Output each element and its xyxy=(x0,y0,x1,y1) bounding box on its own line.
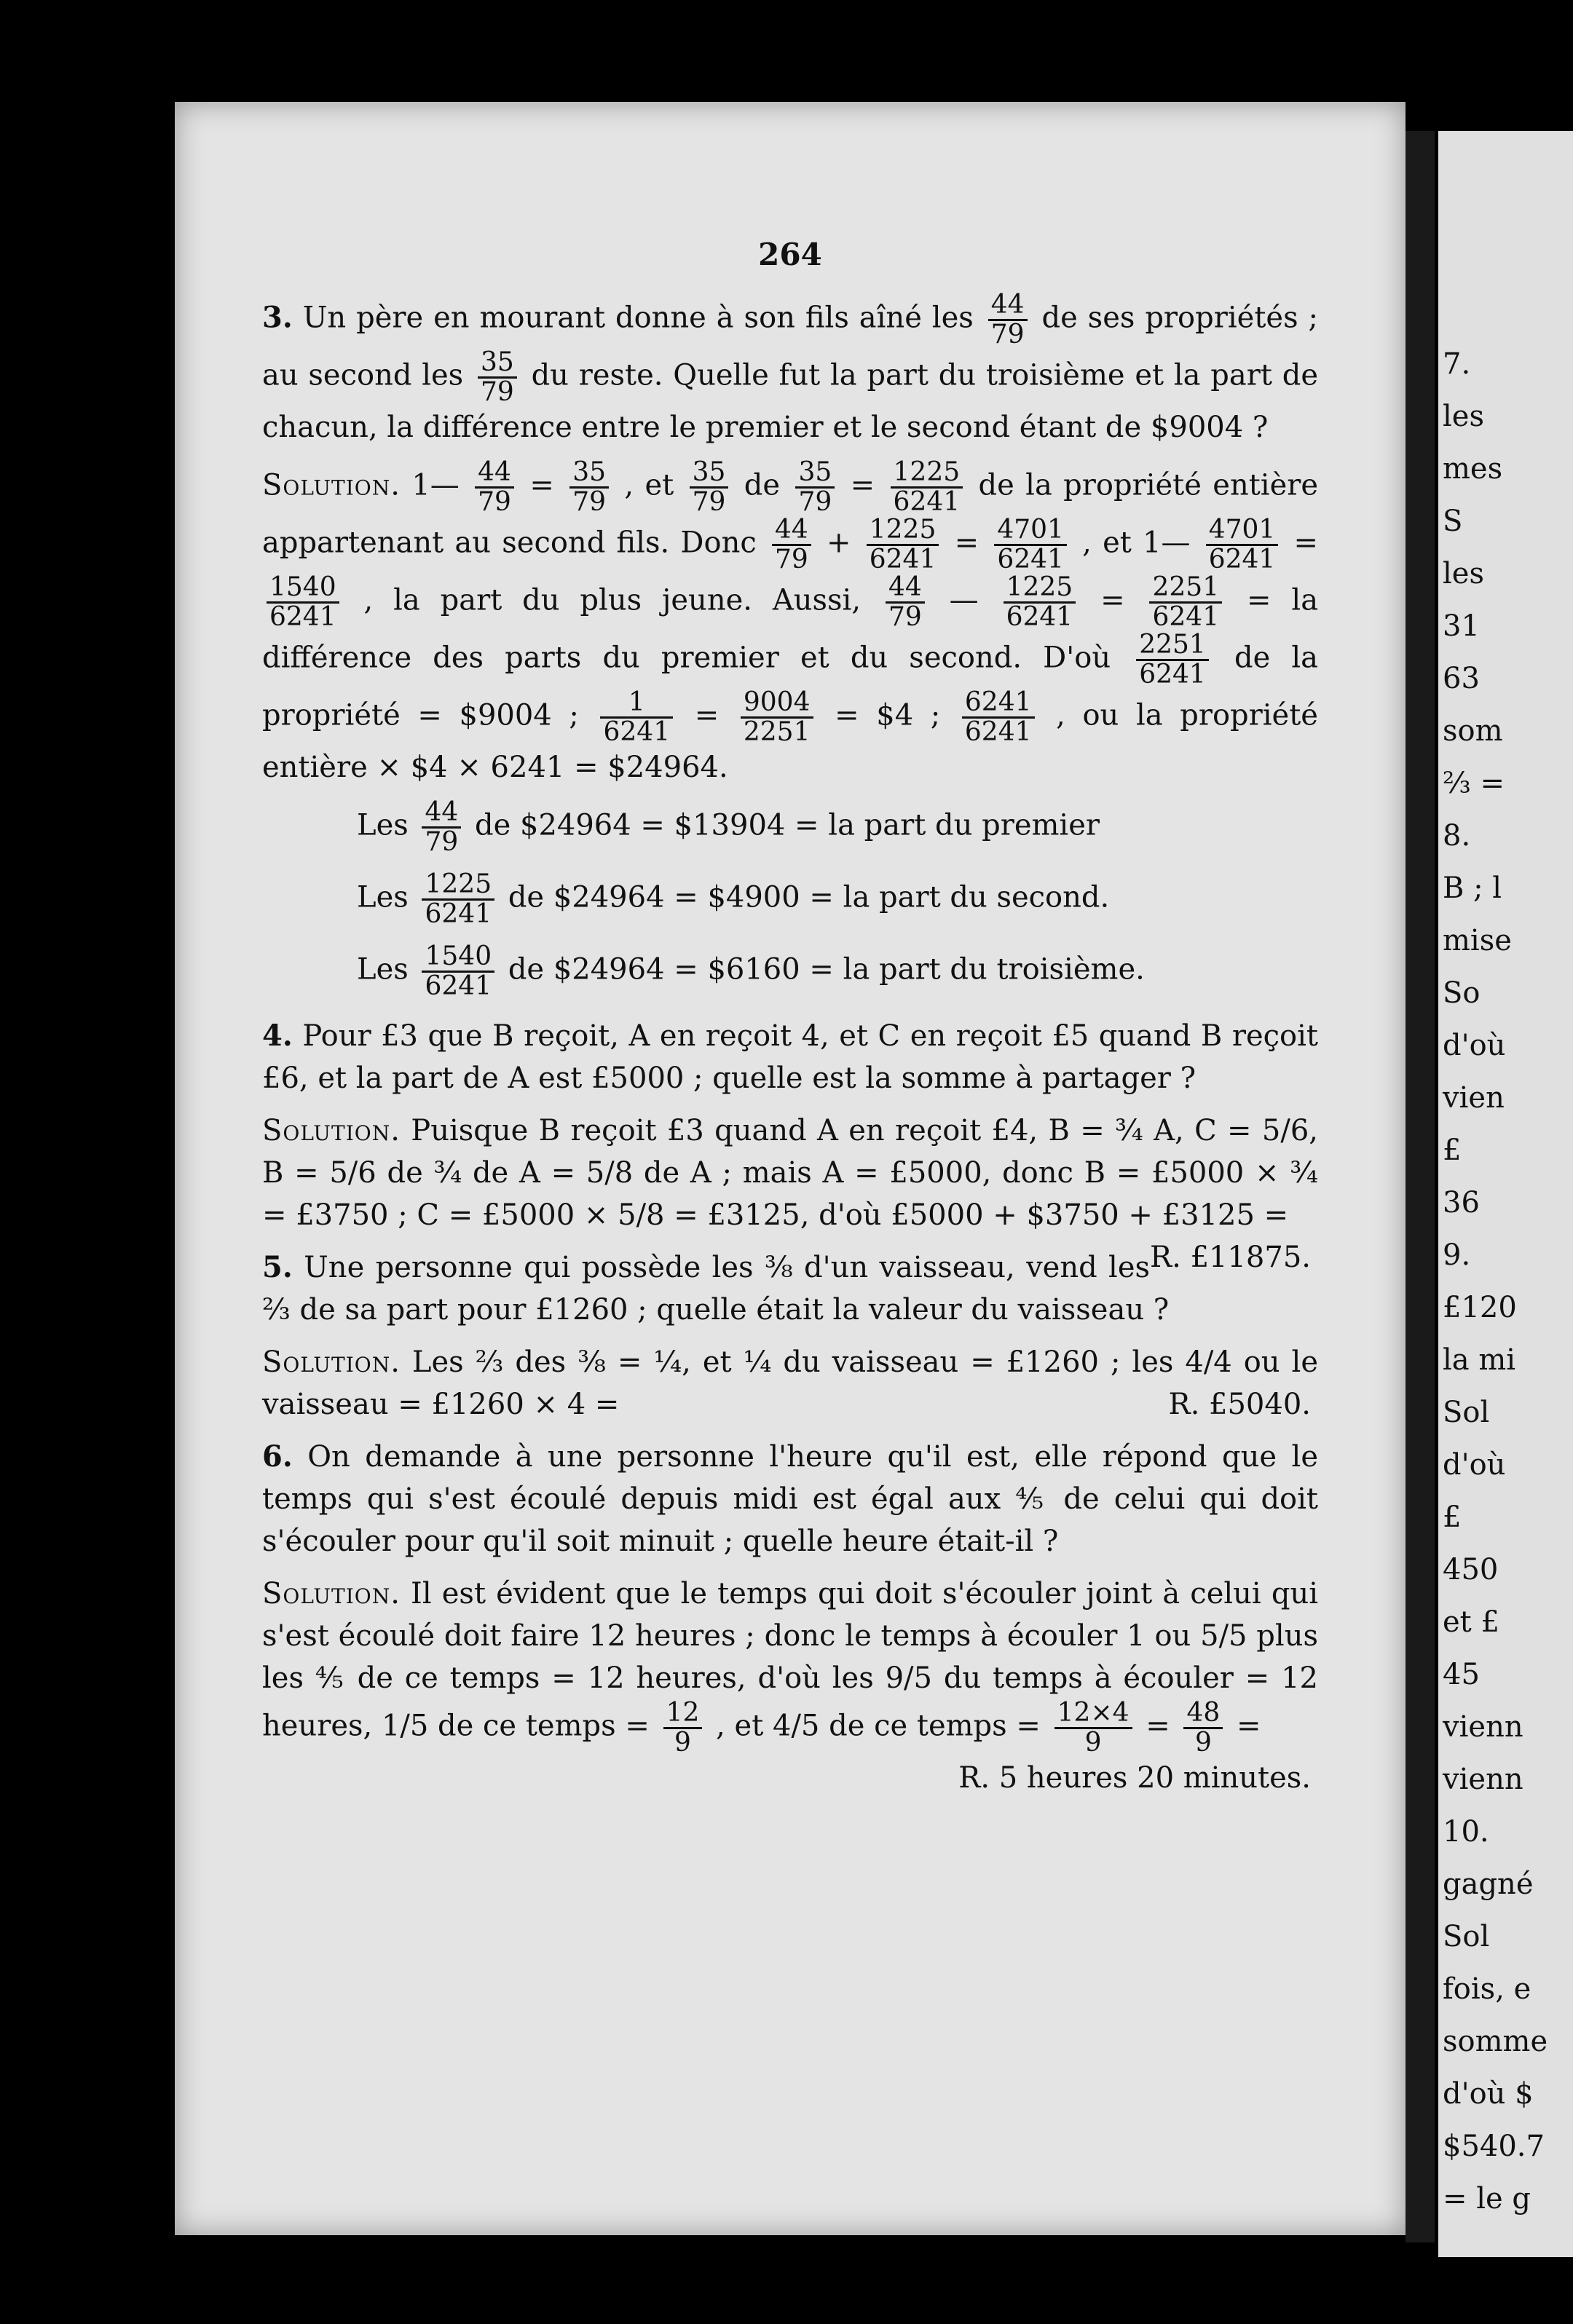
facing-page-text: Sol xyxy=(1443,1396,1490,1429)
facing-page-text: 7. xyxy=(1443,347,1471,381)
problem-number: 3. xyxy=(262,300,293,335)
facing-page-text: £ xyxy=(1443,1134,1462,1167)
answer: R. £11875. xyxy=(1150,1241,1311,1274)
facing-page-text: gagné xyxy=(1443,1868,1534,1901)
facing-page-text: les xyxy=(1443,557,1484,590)
facing-page-text: ⅔ = xyxy=(1443,767,1505,800)
page-text xyxy=(262,291,1318,1799)
facing-page-text: So xyxy=(1443,976,1481,1010)
facing-page-text: vien xyxy=(1443,1081,1505,1115)
facing-page-text: 45 xyxy=(1443,1658,1480,1691)
equation-line: Les $\frac{1540}{6241}$ de $24964 = $6160 = la part du troisième. xyxy=(357,941,1145,1001)
facing-page-text: et £ xyxy=(1443,1605,1499,1639)
equation-line: Les $\frac{1225}{6241}$ de $24964 = $4900 = la part du second. xyxy=(357,869,1110,929)
facing-page-text: 8. xyxy=(1443,819,1471,853)
book-gutter xyxy=(1406,131,1435,2242)
facing-page-text: vienn xyxy=(1443,1763,1523,1796)
facing-page-text: Sol xyxy=(1443,1920,1490,1953)
facing-page-text: B ; l xyxy=(1443,872,1502,905)
solution-label: Solution. xyxy=(262,1345,401,1379)
equation-line: Les $\frac{44}{79}$ de $24964 = $13904 = la part du premier xyxy=(357,797,1100,857)
solution-label: Solution. xyxy=(262,468,401,502)
book-page xyxy=(175,102,1406,2235)
facing-page-text: £120 xyxy=(1443,1291,1517,1324)
page-number: 264 xyxy=(758,237,822,272)
answer: R. 5 heures 20 minutes. xyxy=(958,1761,1311,1795)
facing-page-text: 10. xyxy=(1443,1815,1489,1849)
solution-label: Solution. xyxy=(262,1577,401,1610)
facing-page-text: vienn xyxy=(1443,1710,1523,1744)
facing-page-text: 31 xyxy=(1443,609,1480,643)
solution-3: Solution. 1— $\frac{44}{79}$ = $\frac{35}{79}$ , et $\frac{35}{79}$ de $\frac{35}{79}$ = $\frac{1225}{6241}$ de la propriété entière appartenant au second fils. Donc $\frac{44}{79}$ + $\frac{1225}{6241}$ = $\frac{4701}{6241}$ , et 1— $\frac{4701}{6241}$ = $\frac{1540}{6241}$ , la part du plus jeune. Aussi, $\frac{44}{79}$ — $\frac{1225}{6241}$ = $\frac{2251}{6241}$ = la différence des parts du premier et du second. D'où $\frac{2251}{6241}$ de la propriété = $9004 ; $\frac{1}{6241}$ = $\frac{9004}{2251}$ = $4 ; $\frac{6241}{6241}$ , ou la propriété entière × $4 × 6241 = $24964. xyxy=(262,457,1319,784)
fraction: $\frac{35}{79}$ xyxy=(478,349,517,406)
facing-page-text: = le g xyxy=(1443,2182,1531,2216)
facing-page-text: la mi xyxy=(1443,1343,1516,1377)
facing-page-text: d'où xyxy=(1443,1029,1506,1062)
facing-page-text: d'où $ xyxy=(1443,2077,1534,2111)
problem-6: 6. On demande à une personne l'heure qu'il est, elle répond que le temps qui s'est écoulé depuis midi est égal aux ⅘ de celui qui doit s'écouler pour qu'il soit minuit ; quelle heure était-il ? xyxy=(262,1439,1318,1558)
facing-page-text: d'où xyxy=(1443,1448,1506,1482)
solution-4: Solution. Puisque B reçoit £3 quand A en reçoit £4, B = ¾ A, C = 5/6, B = 5/6 de ¾ de A = 5/8 de A ; mais A = £5000, donc B = £5000 × ¾ = £3750 ; C = £5000 × 5/8 = £3125, d'où £5000 + $3750 + £3125 = R. £11875. xyxy=(262,1110,1318,1236)
facing-page-text: 36 xyxy=(1443,1186,1480,1220)
facing-page-text: £ xyxy=(1443,1501,1462,1534)
problem-3: 3. Un père en mourant donne à son fils aîné les $\frac{44}{79}$ de ses propriétés ; au second les $\frac{35}{79}$ du reste. Quelle fut la part du troisième et la part de chacun, la différence entre le premier et le second étant de $9004 ? xyxy=(262,290,1319,444)
solution-5: Solution. Les ⅔ des ⅜ = ¼, et ¼ du vaisseau = £1260 ; les 4/4 ou le vaisseau = £1260 × 4 = R. £5040. xyxy=(262,1341,1318,1426)
facing-page-text: S xyxy=(1443,505,1463,538)
facing-page-text: mes xyxy=(1443,452,1503,486)
problem-5: 5. Une personne qui possède les ⅜ d'un vaisseau, vend les ⅔ de sa part pour £1260 ; quelle était la valeur du vaisseau ? xyxy=(262,1250,1170,1327)
facing-page-text: fois, e xyxy=(1443,1972,1531,2006)
facing-page-text: somme xyxy=(1443,2025,1548,2058)
facing-page-text: 63 xyxy=(1443,662,1480,695)
solution-6: Solution. Il est évident que le temps qui doit s'écouler joint à celui qui s'est écoulé doit faire 12 heures ; donc le temps à écouler 1 ou 5/5 plus les ⅘ de ce temps = 12 heures, d'où les 9/5 du temps à écouler = 12 heures, 1/5 de ce temps = $\frac{12}{9}$ , et 4/5 de ce temps = $\frac{12\times 4}{9}$ = $\frac{48}{9}$ = R. 5 heures 20 minutes. xyxy=(262,1573,1318,1757)
facing-page-fragment xyxy=(1438,131,1573,2257)
facing-page-text: $540.7 xyxy=(1443,2130,1545,2163)
fraction: $\frac{44}{79}$ xyxy=(988,291,1028,349)
facing-page-text: les xyxy=(1443,400,1484,433)
answer: R. £5040. xyxy=(1168,1388,1311,1421)
facing-page-text: 450 xyxy=(1443,1553,1499,1586)
facing-page-text: mise xyxy=(1443,924,1512,957)
facing-page-text: som xyxy=(1443,714,1503,748)
solution-label: Solution. xyxy=(262,1114,401,1147)
problem-4: 4. Pour £3 que B reçoit, A en reçoit 4, et C en reçoit £5 quand B reçoit £6, et la part de A est £5000 ; quelle est la somme à partager ? xyxy=(262,1019,1318,1095)
facing-page-text: 9. xyxy=(1443,1238,1471,1272)
